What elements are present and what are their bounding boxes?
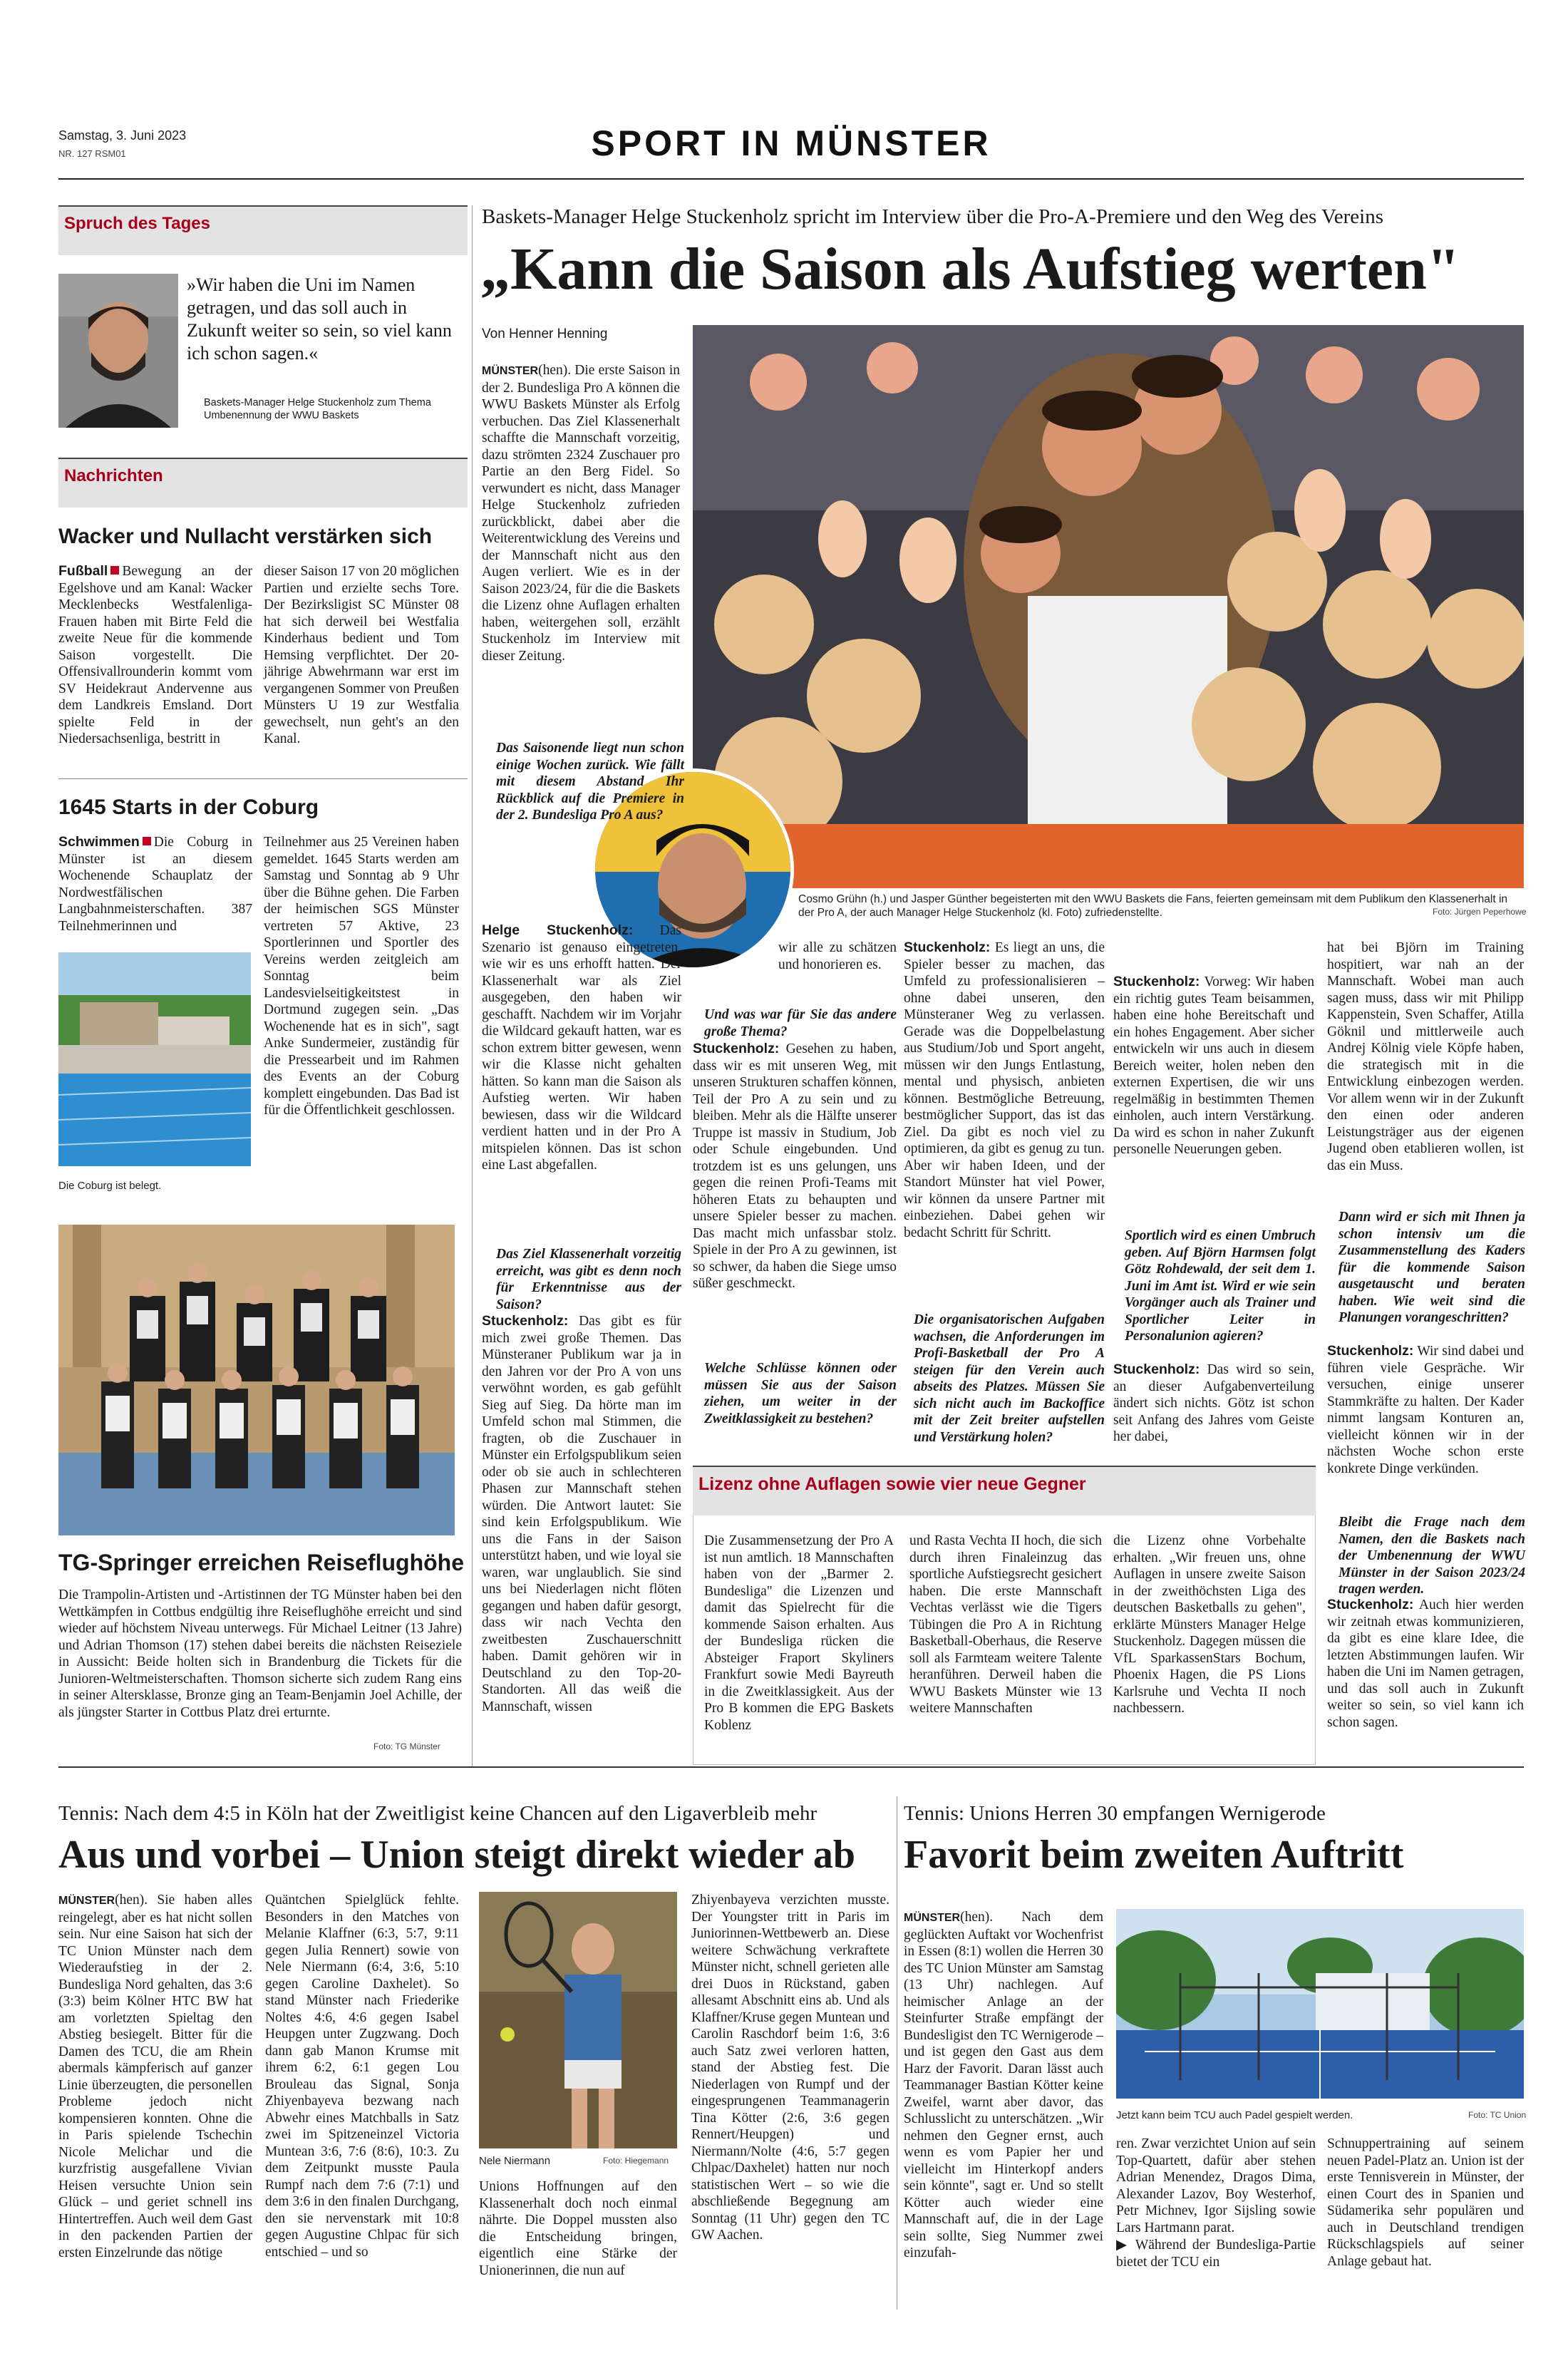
news-a2-text1: Die Coburg in Münster ist an diesem Wochenende Schauplatz der Nordwestfälischen Langbahnmeisterschaften. 387 Teilnehmerinnen und bbox=[58, 835, 252, 934]
q8: Bleibt die Frage nach dem Namen, den die Baskets nach der Umbenennung der WWU Münster in der Saison 2023/24 tragen werden. bbox=[1339, 1515, 1525, 1597]
a2-text: Das gibt es für mich zwei große Themen. Das Münsteraner Publikum war ja in den Jahren vor der Pro A von uns verwöhnt worden, es gab gefühlt Sieg auf Sieg. Da hörte man im Umfeld schon mal Stimmen, die fragten, ob die Zuschauer in Münster ein Erfolgspublikum seien oder ob sie auch in schlechteren Phasen zur Mannschaft stehen würden. Die Antwort lautet: Sie sind kein Erfolgspublikum. Wie uns die Fans in der Saison unterstützt haben, und wie loyal sie waren, war unglaublich. Sie sind uns bei Niederlagen nicht flöten gegangen und haben dafür gesorgt, dass wir nach Vechta den zweitbesten Zuschauerschnitt haben. Damit gehören wir in Deutschland zu den Top-20-Standorten. All das weiß die Mannschaft, wissen bbox=[482, 1314, 681, 1714]
main-a7 bbox=[1327, 1343, 1524, 1477]
main-a8 bbox=[1327, 1597, 1524, 1731]
section-rule bbox=[58, 1766, 1524, 1768]
main-lead bbox=[482, 362, 680, 664]
trampoline-team-photo bbox=[58, 1225, 455, 1535]
main-a3 bbox=[693, 1041, 897, 1292]
lizenz-c3: die Lizenz ohne Vorbehalte erhalten. „Wir freuen uns, ohne Auflagen in unsere zweite Saison in der zweithöchsten Liga des deutschen Basketballs zu gehen", erklärte Münsters Manager Helge Stuckenholz. Dagegen müssen die VfL SparkassenStars Bochum, Phoenix Hagen, die PS Lions Karlsruhe und Vechta II noch nachbessern. bbox=[1113, 1533, 1306, 1716]
news-a1-kicker: Fußball bbox=[58, 563, 108, 579]
lizenz-c1: Die Zusammensetzung der Pro A ist nun amtlich. 18 Mannschaften haben von der „Barmer 2. Bundesliga" die Lizenzen und damit das Spielrecht für die kommende Saison erhalten. Aus der Bundesliga rücken die Absteiger Fraport Skyliners Frankfurt sowie Medi Bayreuth in die Zweitklassigkeit. Aus der Pro B kommen die EPG Baskets Koblenz bbox=[704, 1533, 894, 1733]
coburg-pool-photo bbox=[58, 952, 251, 1166]
speaker-label: Stuckenholz: bbox=[904, 940, 991, 955]
tennis2-c1 bbox=[904, 1909, 1103, 2262]
col5-top: hat bei Björn im Training hospitiert, war nah an der Mannschaft. Wobei man auch sagen muss, dass wir mit Philipp Kappenstein, Sven Schaffer, Atilla Göknil und mittlerweile auch Andrej Kölnig viele Köpfe haben, die strategisch mit in die Entwicklung einbezogen werden. Vor allem wenn wir in der Zukunft den einen oder anderen Leistungsträger aus der eigenen Jugend oben etablieren wollen, ist das ein Muss. bbox=[1327, 940, 1524, 1173]
divider bbox=[58, 778, 468, 779]
tennis2-c1-text: (hen). Nach dem geglückten Auftakt vor Wochenfrist in Essen (8:1) wollen die Herren 30 des TC Union Münster am Samstag (13 Uhr) nachlegen. Auf heimischer Anlage an der Steinfurter Straße empfängt der Bundesligist den TC Wernigerode – und ist gegen den Gast aus dem Harz der Favorit. Daran lässt auch Teammanager Bastian Kötter keine Zweifel, warnt aber davor, das Schlusslicht zu unterschätzen. „Wir nehmen den Gegner ernst, auch wenn es vom Papier her und vielleicht im Hinterkopf anders sein könnte", sagt er. Und so stellt Kötter auch wieder eine Mannschaft auf, die in der Lage sein sollte, Sieg Nummer zwei einzufah- bbox=[904, 1910, 1103, 2260]
photo-caption: Cosmo Grühn (h.) und Jasper Günther begeisterten mit den WWU Baskets die Fans, feierten gemeinsam mit dem Publikum den Klassenerhalt in der Pro A, der auch Manager Helge Stuckenholz (kl. Foto) zufriedenstellte. bbox=[798, 893, 1508, 919]
tennis1-kicker: Tennis: Nach dem 4:5 in Köln hat der Zweitligist keine Chancen auf den Ligaverbleib mehr bbox=[58, 1802, 817, 1825]
bullet-square-icon bbox=[110, 566, 119, 575]
bullet-square-icon bbox=[143, 837, 151, 845]
news-a2-title: 1645 Starts in der Coburg bbox=[58, 796, 319, 819]
nele-niermann-photo bbox=[479, 1892, 677, 2148]
speaker-label: Stuckenholz: bbox=[482, 1313, 569, 1329]
a4-text: Es liegt an uns, die Spieler besser zu machen, das Umfeld zu professionalisieren – ohne dabei unseren, den Münsteraner Weg zu verlassen. Gerade was die Doppelbelastung aus Studium/Job und Sport angeht, müssen wir den Jungs Entlastung, mental und physisch, anbieten können. Bestmögliche Betreuung, bestmöglicher Support, das ist das Ziel. Da gibt es noch viel zu optimieren, da gibt es genug zu tun. Aber wir haben Ideen, und der Standort Münster hat viel Power, wir können da unsere Partner mit einbeziehen. Dabei gehen wir bedacht Schritt für Schritt. bbox=[904, 940, 1105, 1240]
col2-top: wir alle zu schätzen und honorieren es. bbox=[778, 940, 897, 972]
main-lead-text: (hen). Die erste Saison in der 2. Bundesliga Pro A können die WWU Baskets Münster als Erfolg verbuchen. Das Ziel Klassenerhalt schaffte die Mannschaft vorzeitig, dazu strömten 2324 Zuschauer pro Partie an den Berg Fidel. So verwundert es nicht, dass Manager Helge Stuckenholz zufrieden zurückblickt, dabei aber die Weiterentwicklung des Vereins und der Mannschaft nicht aus den Augen verliert. Wie es in der Saison 2023/24, für die die Baskets die Lizenz ohne Auflagen erhalten haben, weitergehen soll, erzählt Stuckenholz im Interview mit dieser Zeitung. bbox=[482, 363, 680, 664]
left-column-rule bbox=[472, 205, 473, 1766]
q1: Das Saisonende liegt nun schon einige Wochen zurück. Wie fällt mit diesem Abstand Ihr Rückblick auf die Premiere in der 2. Bundesliga Pro A aus? bbox=[496, 741, 684, 823]
news-a2-kicker: Schwimmen bbox=[58, 834, 140, 850]
spruch-header: Spruch des Tages bbox=[58, 205, 468, 255]
a7-text: Wir sind dabei und führen viele Gespräche. Wir versuchen, einige unserer Stammkräfte zu halten. Der Kader nimmt langsam Konturen an, vielleicht können wir in der nächsten Woche schon erste konkrete Dinge verkünden. bbox=[1327, 1344, 1524, 1476]
tennis1-dateline: MÜNSTER bbox=[58, 1895, 115, 1907]
news-a3-credit: Foto: TG Münster bbox=[373, 1741, 440, 1751]
tennis2-c2b-text: Während der Bundesliga-Partie bietet der TCU ein bbox=[1116, 2238, 1316, 2270]
spruch-portrait bbox=[58, 274, 178, 428]
news-a1-text1: Bewegung an der Egelshove und am Kanal: Wacker Mecklenbecks Westfalenliga-Frauen haben mit Birte Feld die zweite Neue für die kommende Saison vorgestellt. Die Offensivallrounderin kommt vom SV Heidekraut Andervenne aus dem Landkreis Emsland. Dort spielte Feld in der Niedersachsenliga, bestritt in bbox=[58, 564, 252, 746]
padel-court-photo bbox=[1116, 1909, 1524, 2099]
main-a4 bbox=[904, 940, 1105, 1241]
speaker-label: Stuckenholz: bbox=[1113, 974, 1200, 989]
tennis2-caption: Jetzt kann beim TCU auch Padel gespielt werden. bbox=[1116, 2109, 1353, 2121]
spruch-quote: »Wir haben die Uni im Namen getragen, und das soll auch in Zukunft weiter so sein, so viel kann ich schon sagen.« bbox=[187, 274, 452, 364]
lizenz-c2: und Rasta Vechta II hoch, die sich durch ihren Finaleinzug das sportliche Aufstiegsrecht gesichert haben. Die erste Mannschaft Vechtas verlässt wie die Tigers Tübingen die Pro A in Richtung Basketball-Oberhaus, die Reserve soll als Farmteam weitere Talente heranführen. Derweil haben die WWU Baskets Münster wie 13 weitere Mannschaften bbox=[909, 1533, 1102, 1716]
main-a1 bbox=[482, 922, 681, 1174]
news-a1-title: Wacker und Nullacht verstärken sich bbox=[58, 525, 433, 548]
speaker-label: Stuckenholz: bbox=[693, 1041, 780, 1056]
tennis1-c1-text: (hen). Sie haben alles reingelegt, aber es hat nicht sollen sein. Nur eine Saison hat sich der TC Union Münster nach dem Wiederaufstieg in der 2. Bundesliga Nord gehalten, das 3:6 (3:3) beim Kölner HTC BW hat am vorletzten Spieltag den Abstieg besiegelt. Bitter für die Damen des TCU, die am Rhein abermals kämpferisch auf ganzer Linie überzeugten, die personellen Probleme jedoch nicht kompensieren konnten. Ohne die in Paris spielende Tschechin Nicole Melichar und die kurzfristig ausgefallene Vivian Heisen versuchte Union sein Glück – und geriet schnell ins Hintertreffen. Auch weil dem Gast in den packenden Partien der ersten Einzelrunde das nötige bbox=[58, 1893, 252, 2260]
tennis1-c2: Quäntchen Spielglück fehlte. Besonders in den Matches von Melanie Klaffner (6:3, 5:7, 9:11 gegen Julia Rennert) sowie von Nele Niermann (6:4, 3:6, 5:10 gegen Caroline Daxhelet). So stand Münster nach Friederike Noltes 4:6, 4:6 gegen Isabel Heupgen unter Zugzwang. Doch dann gab Manon Krumse mit ihrem 6:2, 6:1 gegen Lou Brouleau das Signal, Sonja Zhiyenbayeva bezwang nach Abwehr eines Matchballs in Satz zwei im Spitzeneinzel Victoria Muntean 3:6, 7:6 (8:6), 10:3. Zu dem Zeitpunkt musste Paula Rumpf nach dem 7:6 (7:1) und dem 3:6 in den finalen Durchgang, den sie nervenstark mit 10:8 gegen Augustine Chlpac für sich entschied – und so bbox=[265, 1893, 459, 2260]
masthead-date: Samstag, 3. Juni 2023 bbox=[58, 128, 187, 143]
news-a1-col1 bbox=[58, 563, 252, 748]
main-a5 bbox=[1113, 974, 1314, 1158]
tennis2-credit: Foto: TC Union bbox=[1468, 2110, 1527, 2120]
q2: Das Ziel Klassenerhalt vorzeitig erreicht, was gibt es denn noch für Erkenntnisse aus der Saison? bbox=[496, 1247, 681, 1312]
main-a6 bbox=[1113, 1362, 1314, 1446]
a1-text: Das Szenario ist genauso eingetreten, wie wir es uns erhofft hatten. Der Klassenerhalt war als Ziel ausgegeben, den haben wir geschafft. Nachdem wir im Vorjahr die Wildcard gekauft hatten, war es schon extrem bitter gewesen, wenn wir die Klasse nicht gehalten hätten. So kann man die Saison als Aufstieg werten. Wir haben bewiesen, dass wir die Wildcard verdient hatten und in der Pro A mitspielen können. Das ist schon eine Last abgefallen. bbox=[482, 923, 681, 1173]
news-a1-col2: dieser Saison 17 von 20 möglichen Partien und erzielte sechs Tore. Der Bezirksligist SC Münster 08 hat sich derweil bei Westfalia Kinderhaus bedient und Tom Hemsing verpflichtet. Der 20-jährige Abwehrmann war erst im vergangenen Sommer von Preußen Münsters U 19 zur Westfalia gewechselt, nun geht's an den Kanal. bbox=[264, 564, 459, 746]
tennis2-c2 bbox=[1116, 2136, 1316, 2270]
a6-text: Das wird so sein, an dieser Aufgabenverteilung ändert sich nichts. Götz ist schon seit Anfang des Jahres vom Geiste her dabei, bbox=[1113, 1362, 1315, 1444]
news-a3-text: Die Trampolin-Artisten und -Artistinnen der TG Münster haben bei den Wettkämpfen in Cottbus endgültig ihre Reiseflughöhe erreicht und sind wieder auf höchstem Niveau unterwegs. Für Michael Leitner (13 Jahre) und Adrian Thomson (17) stehen dabei bereits die nächsten Reiseziele in Aussicht: Beide holten sich in Brandenburg die Tickets für die Junioren-Weltmeisterschaften. Thomson sicherte sich zudem Rang eins in seiner Altersklasse, Bronze ging an Team-Benjamin Joel Achille, der als jüngster Starter in Cottbus Platz drei erturnte. bbox=[58, 1587, 462, 1720]
a3-text: Gesehen zu haben, dass wir es mit unseren Weg, mit unseren Strukturen schaffen können, Teil der Pro A zu sein und zu bleiben. Mehr als die Hälfte unserer Truppe ist massiv in Studium, Job oder Schule eingebunden. Und trotzdem ist es uns gelungen, uns gegen die reinen Profi-Teams mit höheren Etats zu behaupten und unsere Spieler besser zu machen. Das macht mich unfassbar stolz. Spiele in der Pro A zu gewinnen, ist so schwer, da haben die Siege umso süßer geschmeckt. bbox=[693, 1041, 897, 1291]
masthead-rule bbox=[58, 178, 1524, 180]
main-a2 bbox=[482, 1313, 681, 1715]
section-title: SPORT IN MÜNSTER bbox=[591, 123, 991, 163]
main-byline: Von Henner Henning bbox=[482, 326, 608, 341]
main-dateline: MÜNSTER bbox=[482, 365, 539, 377]
q6: Sportlich wird es einen Umbruch geben. Auf Björn Harmsen folgt Götz Rohdewald, der seit dem 1. Juni im Amt ist. Wird er wie sein Vorgänger auch als Trainer und Sportlicher Leiter in Personalunion agieren? bbox=[1125, 1228, 1316, 1344]
tennis1-credit: Foto: Hiegemann bbox=[603, 2156, 669, 2166]
lizenz-title: Lizenz ohne Auflagen sowie vier neue Gegner bbox=[693, 1466, 1316, 1515]
tennis2-dateline: MÜNSTER bbox=[904, 1912, 961, 1924]
speaker-intro: Helge Stuckenholz: bbox=[482, 922, 634, 938]
news-a2-col1 bbox=[58, 834, 252, 935]
spruch-attribution: Baskets-Manager Helge Stuckenholz zum Thema Umbenennung der WWU Baskets bbox=[204, 397, 431, 421]
speaker-label: Stuckenholz: bbox=[1327, 1597, 1414, 1612]
news-a2-col2: Teilnehmer aus 25 Vereinen haben gemeldet. 1645 Starts werden am Samstag und Sonntag ab 9 Uhr über die Bühne gehen. Die Farben der heimischen SGS Münster vertreten 57 Aktive, 23 Sportlerinnen und Sportler des Vereins werden zeitgleich am Sonntag beim Landesvielseitigkeitstest in Dortmund zugegen sein. „Das Wochenende hat es in sich", sagt Anke Sundermeier, zuständig für die Pressearbeit und im Rahmen des Events an der Coburg komplett eingebunden. Das Bad ist für die Öffentlichkeit geschlossen. bbox=[264, 835, 459, 1118]
q3: Und was war für Sie das andere große Thema? bbox=[704, 1007, 897, 1039]
news-header: Nachrichten bbox=[58, 458, 468, 508]
coburg-caption: Die Coburg ist belegt. bbox=[58, 1180, 162, 1192]
news-a3-title: TG-Springer erreichen Reiseflughöhe bbox=[58, 1550, 464, 1575]
photo-credit: Foto: Jürgen Peperhowe bbox=[1433, 907, 1527, 917]
speaker-label: Stuckenholz: bbox=[1113, 1362, 1200, 1377]
a8-text: Auch hier werden wir zeitnah etwas kommunizieren, da gibt es eine klare Idee, die letzten Abstimmungen laufen. Wir haben die Uni im Namen getragen, und das soll auch in Zukunft weiter so sein, so viel kann ich schon sagen. bbox=[1327, 1597, 1524, 1730]
tennis1-c1 bbox=[58, 1892, 252, 2261]
tennis2-kicker: Tennis: Unions Herren 30 empfangen Wernigerode bbox=[904, 1802, 1326, 1825]
tennis2-headline: Favorit beim zweiten Auftritt bbox=[904, 1833, 1404, 1877]
tennis1-headline: Aus und vorbei – Union steigt direkt wieder ab bbox=[58, 1833, 856, 1877]
tennis2-c2-text: ren. Zwar verzichtet Union auf sein Top-Quartett, dafür aber stehen Adrian Menendez, Dragos Dima, Alexander Lazov, Boy Westerhof, Petr Michnev, Igor Sijsling sowie Lars Hartmann parat. bbox=[1116, 2136, 1316, 2235]
tennis2-c3: Schnuppertraining auf seinem neuen Padel-Platz an. Union ist der erste Tennisverein in Münster, der einen Court des in Spanien und Südamerika sehr populären und auch in Deutschland trendigen Rückschlagspiels auf seiner Anlage gebaut hat. bbox=[1327, 2136, 1524, 2269]
masthead-edition: NR. 127 RSM01 bbox=[58, 148, 126, 159]
q7: Dann wird er sich mit Ihnen ja schon intensiv um die Zusammenstellung des Kaders für die kommende Saison ausgetauscht und beraten haben. Wie weit sind die Planungen vorangeschritten? bbox=[1339, 1210, 1525, 1325]
q5: Die organisatorischen Aufgaben wachsen, die Anforderungen im Profi-Basketball der Pro A steigen für den Verein auch abseits des Platzes. Müssen Sie sich nicht auch im Backoffice mit der Zeit breiter aufstellen und Verstärkung holen? bbox=[914, 1312, 1105, 1445]
a5-text: Vorweg: Wir haben ein richtig gutes Team beisammen, haben eine hohe Bereitschaft und ein hohes Engagement. Aber sicher entwickeln wir uns auch in diesem Bereich weiter, holen neben den externen Expertisen, die wir uns regelmäßig in bestimmten Themen einholen, auch intern Verstärkung. Da wird es schon in naher Zukunft personelle Neuerungen geben. bbox=[1113, 974, 1314, 1157]
tennis1-c4: Zhiyenbayeva verzichten musste. Der Youngster tritt in Paris im Juniorinnen-Wettbewerb an. Diese weitere Schwächung verkraftete Münster nicht, schnell gerieten alle drei Duos in Rückstand, gaben allesamt Abschnitt eins ab. Und als Klaffner/Kruse gegen Muntean und Carolin Raschdorf beim 1:6, 3:6 auch Satz zwei verloren hatten, stand der Abstieg fest. Die Niederlagen von Rumpf und der eingesprungenen Teammanagerin Tina Kötter (2:6, 3:6 gegen Rennert/Heupgen) und Niermann/Nolte (4:6, 5:7 gegen Chlpac/Daxhelet) hatten nur noch statistischen Wert – so wie die abschließende Begegnung am Sonntag (11 Uhr) gegen den TC GW Aachen. bbox=[691, 1893, 889, 2243]
tennis1-c3: Unions Hoffnungen auf den Klassenerhalt doch noch einmal nährte. Die Doppel mussten also die Entscheidung bringen, eigentlich eine Stärke der Unionerinnen, die nun auf bbox=[479, 2179, 677, 2278]
main-headline: „Kann die Saison als Aufstieg werten" bbox=[480, 236, 1460, 302]
speaker-label: Stuckenholz: bbox=[1327, 1343, 1414, 1359]
tennis1-caption: Nele Niermann bbox=[479, 2155, 551, 2167]
arrow-right-icon: ▶ bbox=[1116, 2236, 1130, 2253]
fans-celebration-photo bbox=[693, 325, 1524, 888]
q4: Welche Schlüsse können oder müssen Sie aus der Saison ziehen, um weiter in der Zweitklassigkeit zu bestehen? bbox=[704, 1361, 897, 1426]
main-kicker: Baskets-Manager Helge Stuckenholz spricht im Interview über die Pro-A-Premiere und den Weg des Vereins bbox=[482, 205, 1383, 228]
